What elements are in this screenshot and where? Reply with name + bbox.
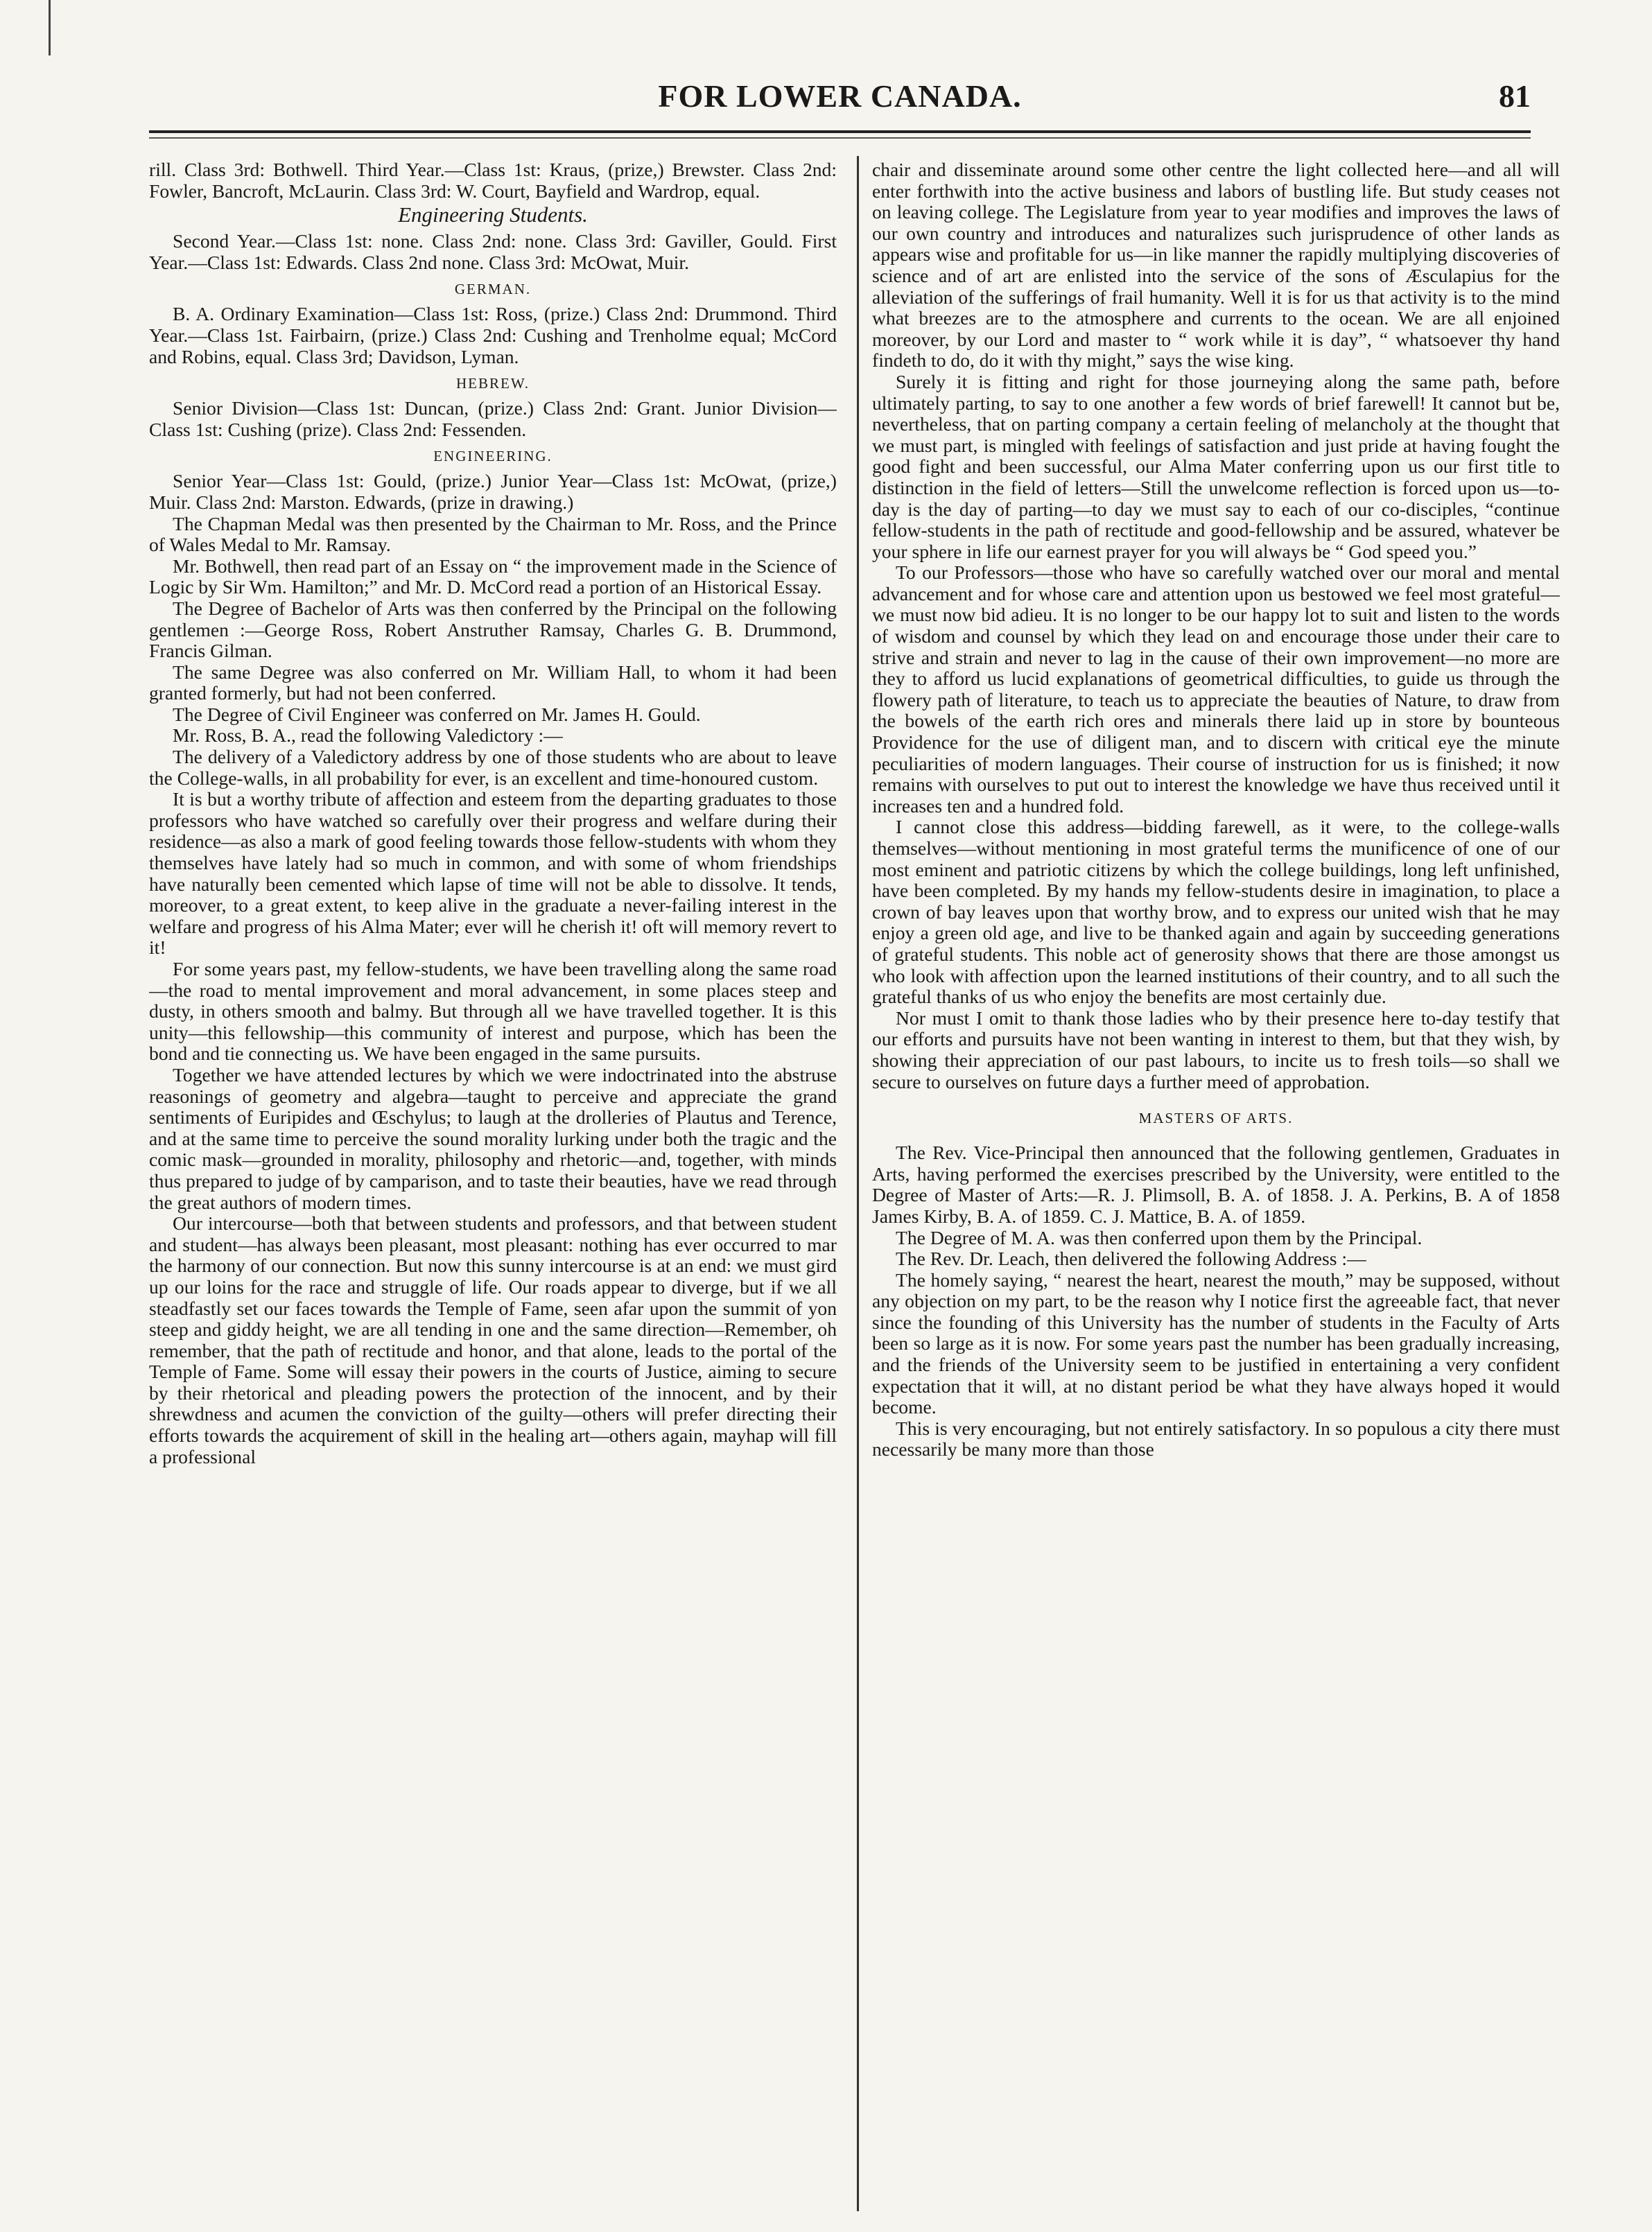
paragraph: For some years past, my fellow-students, we have been travelling along the same road—the road to mental improvement and moral advancement, in some places steep and dusty, in others smooth and balmy. But through all we have travelled together. It is this unity—this fellowship—this community of interest and purpose, which has been the bond and tie connecting us. We have been engaged in the same pursuits. — [149, 958, 837, 1065]
section-heading-engineering: ENGINEERING. — [433, 448, 553, 465]
paragraph: Mr. Bothwell, then read part of an Essay on “ the improvement made in the Science of Logic by Sir Wm. Hamilton;” and Mr. D. McCord read a portion of an Historical Essay. — [149, 555, 837, 598]
paragraph: The same Degree was also conferred on Mr. William Hall, to whom it had been granted formerly, but had not been conferred. — [149, 661, 837, 704]
paragraph: Senior Year—Class 1st: Gould, (prize.) Junior Year—Class 1st: McOwat, (prize,) Muir. Class 2nd: Marston. Edwards, (prize in drawing.) — [149, 470, 837, 513]
section-heading-masters-of-arts: MASTERS OF ARTS. — [1138, 1110, 1294, 1127]
paragraph: Second Year.—Class 1st: none. Class 2nd: none. Class 3rd: Gaviller, Gould. First Year.—Class 1st: Edwards. Class 2nd none. Class 3rd: McOwat, Muir. — [149, 230, 837, 273]
column-divider — [857, 156, 859, 2211]
page-number: 81 — [1499, 78, 1531, 114]
page-header — [149, 78, 1531, 122]
left-column — [149, 159, 837, 2211]
header-rule-thick — [149, 130, 1531, 133]
paragraph: Our intercourse—both that between students and professors, and that between student and student—has always been pleasant, most pleasant: nothing has ever occurred to mar the harmony of our connection. But now this sunny intercourse is at an end: we must gird up our loins for the race and struggle of life. Our roads appear to diverge, but if we all steadfastly set our faces towards the Temple of Fame, seen afar upon the summit of yon steep and giddy height, we are all tending in one and the same direction—Remember, oh remember, that the path of rectitude and honor, and that alone, leads to the portal of the Temple of Fame. Some will essay their powers in the courts of Justice, aiming to secure by their rhetorical and pleading powers the protection of the innocent, and by their shrewdness and acumen the conviction of the guilty—others will prefer directing their efforts towards the acquirement of skill in the healing art—others again, mayhap will fill a professional — [149, 1212, 837, 1467]
paragraph: It is but a worthy tribute of affection and esteem from the departing graduates to those professors who have watched so carefully over their progress and welfare during their residence—as also a mark of good feeling towards those fellow-students with whom they themselves have lately had so much in common, and with some of whom friendships have naturally been cemented which lapse of time will not be able to dissolve. It tends, moreover, to a great extent, to keep alive in the graduate a never-failing interest in the welfare and progress of his Alma Mater; ever will he cherish it! oft will memory revert to it! — [149, 788, 837, 959]
spacer — [872, 1133, 1560, 1142]
header-rule-thin — [149, 137, 1531, 139]
paragraph: I cannot close this address—bidding farewell, as it were, to the college-walls themselves—without mentioning in most grateful terms the munificence of one of our most eminent and patriotic citizens by which the college buildings, long left unfinished, have been completed. By my hands my fellow-students desire in imagination, to place a crown of bay leaves upon that worthy brow, and to express our united wish that he may enjoy a green old age, and live to be thanked again and again by succeeding generations of grateful students. This noble act of generosity shows that there are those amongst us who look with affection upon the learned institutions of their country, and to all such the grateful thanks of us who enjoy the benefits are most certainly due. — [872, 816, 1560, 1008]
paragraph: chair and disseminate around some other centre the light collected here—and all will enter forthwith into the active business and labors of bustling life. But study ceases not on leaving college. The Legislature from year to year modifies and improves the laws of our own country and introduces and naturalizes such jurisprudence of other lands as appears wise and profitable for us—in like manner the rapidly multiplying discoveries of science and of art are enlisted into the service of the sons of Æsculapius for the alleviation of the sufferings of frail humanity. Well it is for us that activity is to the mind what breezes are to the atmosphere and currents to the ocean. We are all enjoined moreover, by our Lord and master to “ work while it is day”, “ whatsoever thy hand findeth to do, do it with thy might,” says the wise king. — [872, 159, 1560, 372]
paragraph: To our Professors—those who have so carefully watched over our moral and mental advancement and for whose care and attention upon us bestowed we feel most grateful—we must now bid adieu. It is no longer to be our happy lot to suit and listen to the words of wisdom and counsel by which they lead on and encourage those under their care to strive and strain and never to lag in the cause of their own improvement—no more are they to afford us lucid explanations of geometrical difficulties, to guide us through the flowery path of literature, to teach us to appreciate the beauties of Nature, to draw from the bowels of the earth rich ores and minerals there laid up in store by bounteous Providence for the use of diligent man, and to discern with critical eye the minute peculiarities of modern languages. Their course of instruction for us is finished; it now remains with ourselves to put out to interest the knowledge we have thus received until it increases ten and a hundred fold. — [872, 561, 1560, 817]
paragraph: Senior Division—Class 1st: Duncan, (prize.) Class 2nd: Grant. Junior Division—Class 1st: Cushing (prize). Class 2nd: Fessenden. — [149, 397, 837, 440]
right-column — [872, 159, 1560, 2211]
paragraph: Together we have attended lectures by which we were indoctrinated into the abstruse reasonings of geometry and algebra—taught to perceive and appreciate the grand sentiments of Euripides and Œschylus; to laugh at the drolleries of Plautus and Terence, and at the same time to perceive the sound morality lurking under both the tragic and the comic mask—grounded in morality, philosophy and rhetoric—and, together, with minds thus prepared to judge of by camparison, and to taste their beauties, have we read through the great authors of modern times. — [149, 1063, 837, 1213]
paragraph: The Degree of Bachelor of Arts was then conferred by the Principal on the following gentlemen :—George Ross, Robert Anstruther Ramsay, Charles G. B. Drummond, Francis Gilman. — [149, 597, 837, 662]
paragraph: The delivery of a Valedictory address by one of those students who are about to leave the College-walls, in all probability for ever, is an excellent and time-honoured custom. — [149, 746, 837, 789]
paragraph: B. A. Ordinary Examination—Class 1st: Ross, (prize.) Class 2nd: Drummond. Third Year.—Class 1st. Fairbairn, (prize.) Class 2nd: Cushing and Trenholme equal; McCord and Robins, equal. Class 3rd; Davidson, Lyman. — [149, 303, 837, 367]
paragraph: rill. Class 3rd: Bothwell. Third Year.—Class 1st: Kraus, (prize,) Brewster. Class 2nd: Fowler, Bancroft, McLaurin. Class 3rd: W. Court, Bayfield and Wardrop, equal. — [149, 159, 837, 202]
paragraph: This is very encouraging, but not entirely satisfactory. In so populous a city there must necessarily be many more than those — [872, 1417, 1560, 1461]
paragraph: Surely it is fitting and right for those journeying along the same path, before ultimately parting, to say to one another a few words of brief farewell! It cannot but be, nevertheless, that on parting company a certain feeling of melancholy at the thought that we must part, is mingled with feelings of satisfaction and just pride at having fought the good fight and been successful, our Alma Mater conferring upon us our first title to distinction in the field of letters—Still the unwelcome reflection is forced upon us—to-day is the day of parting—to day we must say to each of our co-disciples, “continue fellow-students in the path of rectitude and good-fellowship and be assured, whatever be your sphere in life our earnest prayer for you will always be “ God speed you.” — [872, 370, 1560, 562]
page-edge-mark — [49, 0, 51, 55]
paragraph: Mr. Ross, B. A., read the following Valedictory :— — [173, 724, 563, 747]
section-heading-german: GERMAN. — [454, 281, 532, 298]
paragraph: Nor must I omit to thank those ladies who by their presence here to-day testify that our efforts and pursuits have not been wanting in interest to them, but that they wish, by showing their appreciation of our past labours, to incite us to fresh toils—so shall we secure to ourselves on future days a further meed of approbation. — [872, 1006, 1560, 1092]
paragraph: The Degree of M. A. was then conferred upon them by the Principal. — [896, 1226, 1423, 1248]
section-heading-engineering-students: Engineering Students. — [398, 202, 588, 227]
paragraph: The Rev. Dr. Leach, then delivered the following Address :— — [896, 1248, 1366, 1270]
paragraph: The Rev. Vice-Principal then announced that the following gentlemen, Graduates in Arts, having performed the exercises prescribed by the University, were entitled to the Degree of Master of Arts:—R. J. Plimsoll, B. A. of 1858. J. A. Perkins, B. A of 1858 James Kirby, B. A. of 1859. C. J. Mattice, B. A. of 1859. — [872, 1142, 1560, 1227]
section-heading-hebrew: HEBREW. — [456, 375, 530, 392]
running-title: FOR LOWER CANADA. — [658, 78, 1022, 114]
paragraph: The Chapman Medal was then presented by the Chairman to Mr. Ross, and the Prince of Wales Medal to Mr. Ramsay. — [149, 512, 837, 556]
spacer — [872, 1092, 1560, 1102]
paragraph: The homely saying, “ nearest the heart, nearest the mouth,” may be supposed, without any objection on my part, to be the reason why I notice first the agreeable fact, that never since the founding of this University has the number of students in the Faculty of Arts been so large as it is now. For some years past the number has been gradually increasing, and the friends of the University seem to be justified in entertaining a very confident expectation that it will, at no distant period be what they have always hoped it would become. — [872, 1268, 1560, 1418]
paragraph: The Degree of Civil Engineer was conferred on Mr. James H. Gould. — [173, 703, 701, 725]
